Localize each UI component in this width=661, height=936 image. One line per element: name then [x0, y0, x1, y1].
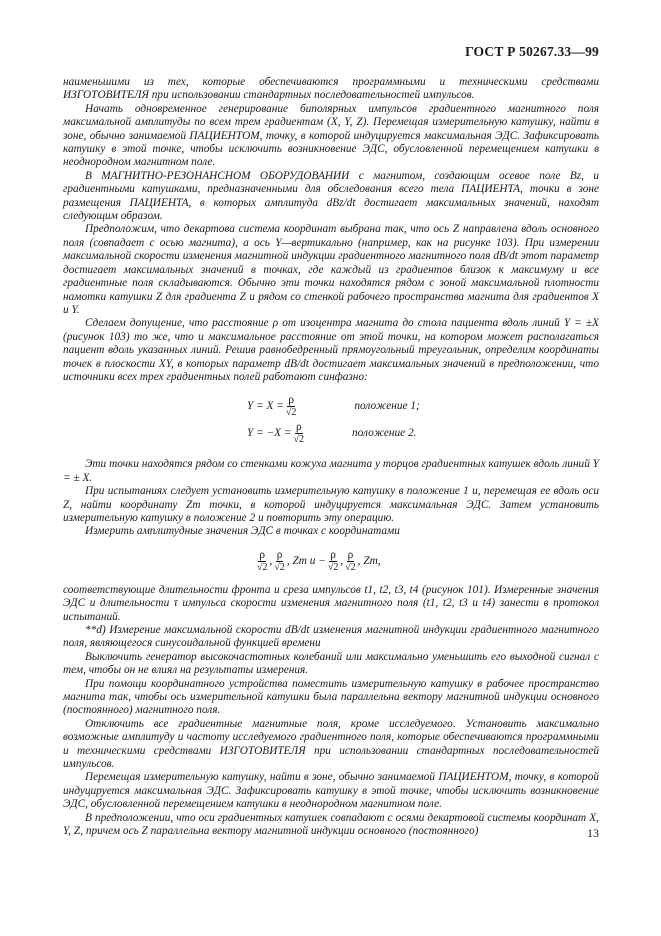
fraction-numerator: ρ [295, 421, 302, 434]
formula-position-2 [247, 421, 599, 446]
fraction-numerator: ρ [330, 548, 336, 561]
fraction [345, 549, 356, 574]
paragraph: Эти точки находятся рядом со стенками кожуха магнита у торцов градиентных катушек вдоль линий Y = ± X. [63, 458, 599, 484]
fraction [286, 394, 297, 419]
page-number: 13 [587, 826, 599, 840]
paragraph: соответствующие длительности фронта и среза импульсов t1, t2, t3, t4 (рисунок 101). Измеренные значения ЭДС и длительности τ импульса скорости изменения магнитного поля (t1, t2, t3 и t4) занести в протокол испытаний. [63, 583, 599, 623]
fraction [274, 549, 285, 574]
paragraph: Начать одновременное генерирование биполярных импульсов градиентного магнитного поля максимальной амплитуды по всем трем градиентам (X, Y, Z). Перемещая измерительную катушку, найти в зоне, обычно занимаемой ПАЦИЕНТОМ, точку, в которой индуцируется максимальная ЭДС. Зафиксировать катушку в этой точке, чтобы исключить возникновение ЭДС, обусловленной перемещением катушки в неоднородном магнитном поле. [63, 102, 599, 169]
formula-coordinates [255, 549, 599, 574]
formula-separator: , [269, 554, 273, 567]
paragraph: В предположении, что оси градиентных катушек совпадают с осями декартовой системы координат X, Y, Z, причем ось Z параллельна вектору магнитной индукции основного (постоянного) [63, 811, 599, 838]
fraction [328, 549, 339, 574]
formula-lhs: Y = X = [247, 400, 284, 413]
fraction-numerator: ρ [288, 394, 294, 407]
paragraph: **d) Измерение максимальной скорости dB/dt изменения магнитной индукции градиентного магнитного поля, являющегося синусоидальной функцией времени [63, 624, 599, 650]
fraction-numerator: ρ [259, 548, 266, 561]
paragraph: Предположим, что декартова система координат выбрана так, что ось Z направлена вдоль основного поля (совпадает с осью магнита), а ось Y—вертикально (например, как на рисунке 103). При измерении максимальной скорости изменения магнитной индукции градиентного магнитного поля dB/dt этот параметр достигает максимальных значений в точках, где каждый из градиентов близок к максимуму и все градиентные поля складываются. Обычно эти точки находятся рядом с зоной максимальной плотности намотки катушки Z для градиента Z и рядом со стенкой рабочего пространства магнита для градиентов X и Y. [63, 223, 599, 316]
formula-lhs: Y = −X = [247, 427, 292, 440]
fraction-denominator: √2 [293, 434, 305, 446]
fraction [257, 549, 268, 574]
fraction [294, 421, 305, 446]
fraction-denominator: √2 [345, 561, 356, 573]
formula-separator: , [340, 554, 344, 567]
formula-position-1 [247, 394, 599, 419]
fraction-denominator: √2 [285, 407, 297, 419]
formula-tail: , Zm, [357, 554, 381, 567]
paragraph: Измерить амплитудные значения ЭДС в точках с координатами [85, 525, 400, 538]
paragraph: Перемещая измерительную катушку, найти в зоне, обычно занимаемой ПАЦИЕНТОМ, точку, в которой индуцируется максимальная ЭДС. Зафиксировать катушку в этой точке, чтобы исключить возникновение ЭДС, обусловленной перемещением катушки в неоднородном магнитном поле. [63, 771, 599, 811]
paragraph: Сделаем допущение, что расстояние ρ от изоцентра магнита до стола пациента вдоль линий Y = ±X (рисунок 103) то же, что и максимальное расстояние от этой точки, на котором может располагаться пациент вдоль указанных линий. Решив равнобедренный прямоугольный треугольник, определим координаты точек в плоскости XY, в которых параметр dB/dt достигает максимальных значений в предположении, что источники всех трех градиентных полей работают синфазно: [63, 317, 599, 383]
fraction-numerator: ρ [276, 548, 283, 561]
fraction-denominator: √2 [274, 561, 285, 573]
paragraph: Отключить все градиентные магнитные поля, кроме исследуемого. Установить максимально возможные амплитуду и частоту исследуемого градиентного поля, которые обеспечиваются программными и техническими средствами ИЗГОТОВИТЕЛЯ при использовании стандартных последовательностей импульсов. [63, 717, 599, 771]
formula-label: положение 1; [354, 400, 420, 413]
paragraph: Выключить генератор высокочастотных колебаний или максимально уменьшить его выходной сигнал с тем, чтобы он не влиял на результаты измерения. [63, 650, 599, 677]
standard-header: ГОСТ Р 50267.33—99 [465, 44, 599, 59]
paragraph: При испытаниях следует установить измерительную катушку в положение 1 и, перемещая ее вдоль оси Z, найти координату Zm точки, в которой индуцируется максимальная ЭДС. Затем установить измерительную катушку в положение 2 и повторить эту операцию. [63, 485, 599, 524]
formula-separator: , Zm и − [286, 554, 326, 567]
paragraph: В МАГНИТНО-РЕЗОНАНСНОМ ОБОРУДОВАНИИ с магнитом, создающим осевое поле Bz, и градиентными катушками, предназначенными для обследования всего тела ПАЦИЕНТА, точки в зоне размещения ПАЦИЕНТА, в которых амплитуда dBz/dt достигает максимальных значений, находят следующим образом. [63, 169, 599, 223]
body-text [63, 76, 599, 839]
paragraph: наименьшими из тех, которые обеспечиваются программными и техническими средствами ИЗГОТОВИТЕЛЯ при использовании стандартных последовательностей импульсов. [63, 76, 599, 102]
formula-label: положение 2. [352, 427, 417, 440]
fraction-denominator: √2 [257, 561, 268, 573]
fraction-numerator: ρ [347, 548, 354, 561]
fraction-denominator: √2 [327, 561, 339, 573]
paragraph: При помощи координатного устройства поместить измерительную катушку в рабочее пространство магнита так, чтобы ось измерительной катушки была параллельна вектору магнитной индукции основного (постоянного) магнитного поля. [63, 677, 599, 717]
